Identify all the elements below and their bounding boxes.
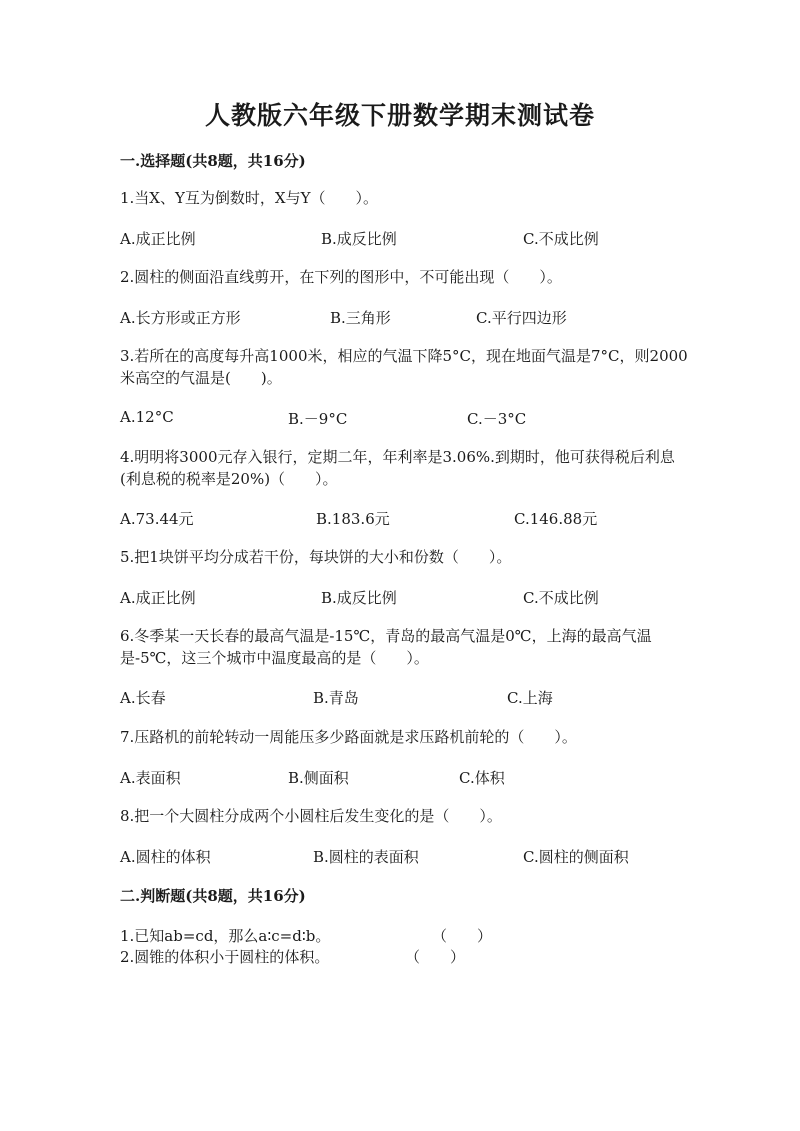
question-8-option-c: C.圆柱的侧面积 [523, 848, 629, 866]
question-1-text: 1.当X、Y互为倒数时，X与Y（ ）。 [120, 189, 378, 207]
question-7-option-b: B.侧面积 [288, 769, 349, 787]
question-7-option-c: C.体积 [459, 769, 505, 787]
question-8-text: 8.把一个大圆柱分成两个小圆柱后发生变化的是（ ）。 [120, 807, 502, 825]
judge-question-1-text: 1.已知ab=cd，那么a∶c=d∶b。 [120, 927, 331, 945]
judge-question-2-blank: （ ） [405, 948, 466, 966]
question-6-option-c: C.上海 [507, 689, 553, 707]
question-3-option-a: A.12°C [120, 408, 174, 426]
question-6-text: 6.冬季某一天长春的最高气温是-15℃，青岛的最高气温是0℃，上海的最高气温是-5℃，这三个城市中温度最高的是（ ）。 [120, 627, 652, 667]
judge-question-2-text: 2.圆锥的体积小于圆柱的体积。 [120, 948, 330, 966]
question-2-option-c: C.平行四边形 [476, 309, 567, 327]
question-1-option-b: B.成反比例 [321, 230, 397, 248]
question-6-option-b: B.青岛 [313, 689, 359, 707]
question-5-option-b: B.成反比例 [321, 589, 397, 607]
question-2-option-a: A.长方形或正方形 [120, 309, 241, 327]
question-2-option-b: B.三角形 [330, 309, 391, 327]
question-4-option-a: A.73.44元 [120, 510, 194, 528]
question-5-option-a: A.成正比例 [120, 589, 196, 607]
question-1-option-a: A.成正比例 [120, 230, 196, 248]
page-title: 人教版六年级下册数学期末测试卷 [204, 101, 595, 130]
question-4-option-b: B.183.6元 [316, 510, 390, 528]
question-4-option-c: C.146.88元 [514, 510, 598, 528]
question-7-option-a: A.表面积 [120, 769, 181, 787]
section-heading-choice: 一.选择题(共8题，共16分) [120, 152, 306, 170]
question-2-text: 2.圆柱的侧面沿直线剪开，在下列的图形中，不可能出现（ ）。 [120, 268, 562, 286]
question-4-text: 4.明明将3000元存入银行，定期二年，年利率是3.06%.到期时，他可获得税后利息(利息税的税率是20%)（ ）。 [120, 448, 675, 488]
question-8-option-a: A.圆柱的体积 [120, 848, 211, 866]
question-6-option-a: A.长春 [120, 689, 166, 707]
question-3-option-b: B.－9°C [288, 410, 348, 428]
question-7-text: 7.压路机的前轮转动一周能压多少路面就是求压路机前轮的（ ）。 [120, 728, 577, 746]
question-5-text: 5.把1块饼平均分成若干份，每块饼的大小和份数（ ）。 [120, 548, 512, 566]
judge-question-1-blank: （ ） [432, 927, 493, 945]
question-3-text: 3.若所在的高度每升高1000米，相应的气温下降5°C，现在地面气温是7°C，则2000米高空的气温是( )。 [120, 347, 688, 387]
question-8-option-b: B.圆柱的表面积 [313, 848, 419, 866]
question-5-option-c: C.不成比例 [523, 589, 599, 607]
question-3-option-c: C.－3°C [467, 410, 527, 428]
question-1-option-c: C.不成比例 [523, 230, 599, 248]
section-heading-judge: 二.判断题(共8题，共16分) [120, 887, 306, 905]
